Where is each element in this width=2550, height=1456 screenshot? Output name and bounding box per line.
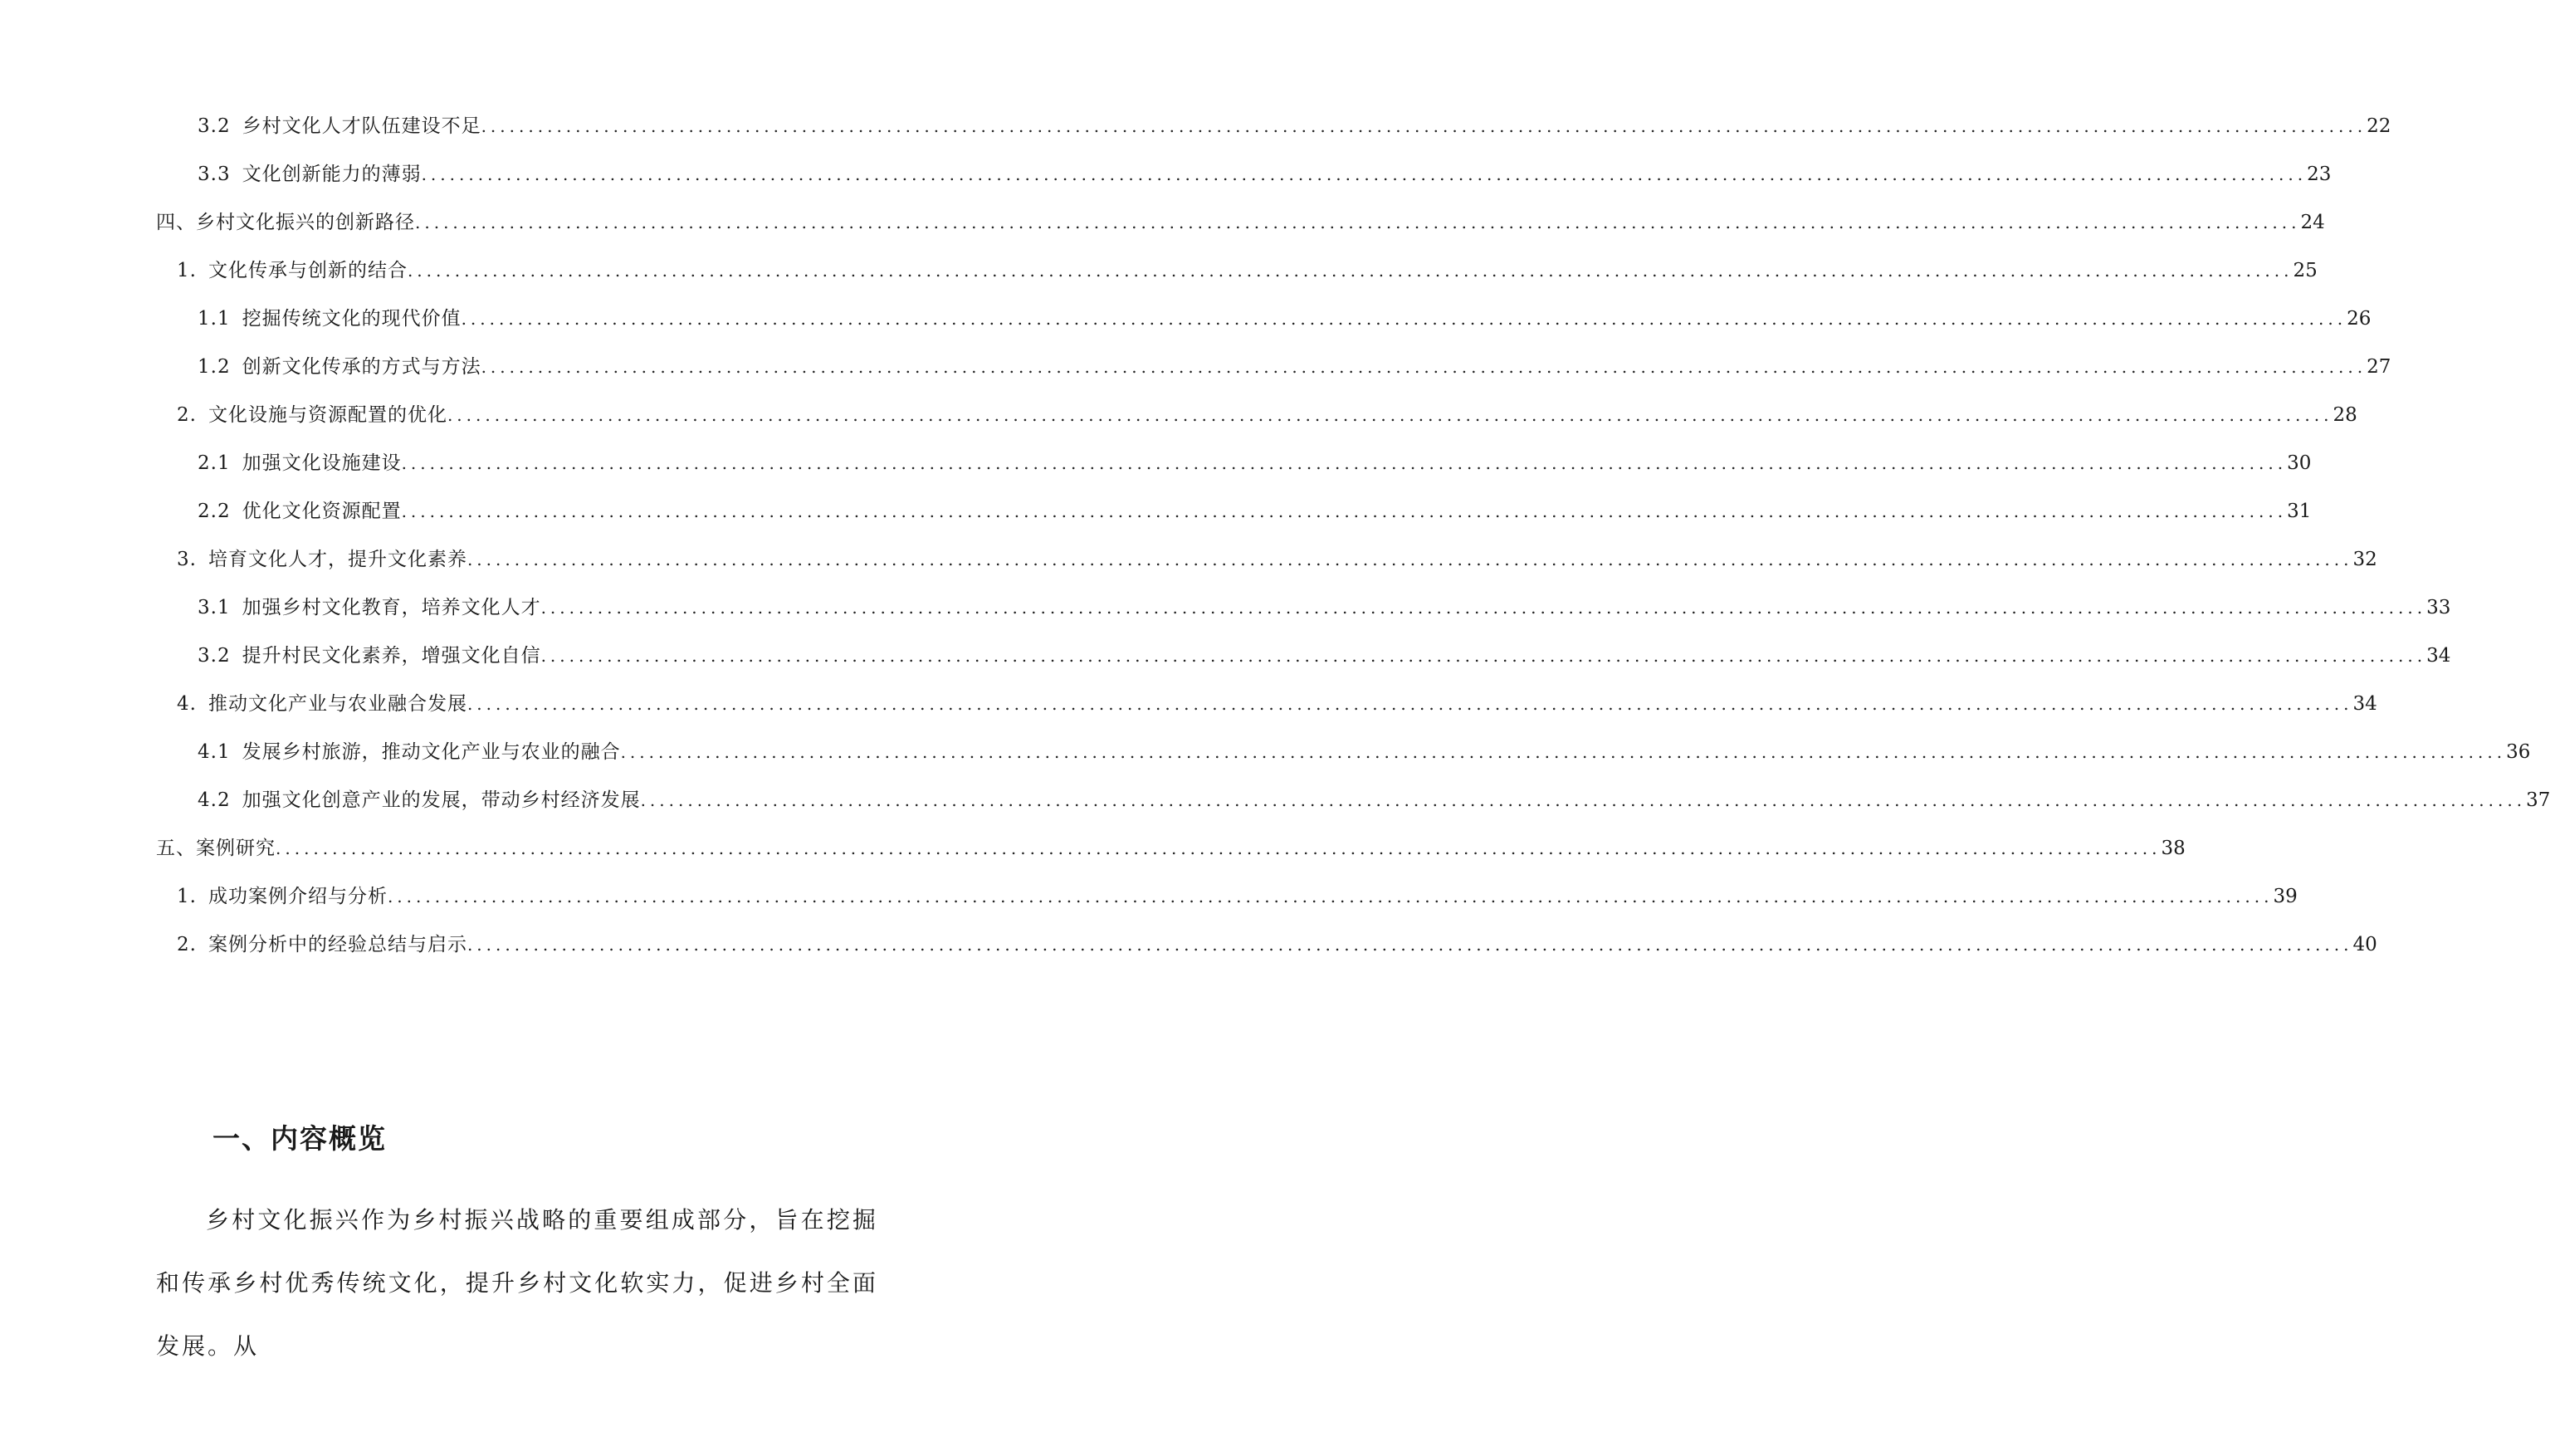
toc-entry-number: 2.2 (198, 501, 231, 522)
toc-entry-number: 4. (177, 693, 197, 715)
toc-entry-page-number: 34 (2426, 645, 2451, 667)
toc-entry-page-number: 30 (2287, 452, 2312, 474)
toc-entry[interactable] (177, 882, 2298, 911)
toc-entry-number: 4.2 (198, 789, 231, 811)
toc-entry[interactable] (177, 690, 2377, 718)
toc-entry-title: 创新文化传承的方式与方法 (242, 356, 481, 378)
toc-entry-number: 1.2 (198, 356, 231, 378)
section-paragraph: 乡村文化振兴作为乡村振兴战略的重要组成部分，旨在挖掘和传承乡村优秀传统文化，提升乡村文化软实力，促进乡村全面发展。从 (156, 1206, 878, 1360)
toc-entry-title: 加强乡村文化教育，培养文化人才 (242, 597, 541, 618)
toc-entry-title: 发展乡村旅游，推动文化产业与农业的融合 (242, 741, 621, 763)
toc-dot-leader: ........................................................................................................................................................................................................ (415, 213, 2301, 232)
toc-entry[interactable] (177, 545, 2377, 574)
toc-dot-leader: ........................................................................................................................................................................................................ (387, 887, 2274, 906)
toc-entry-number: 3. (177, 549, 197, 570)
toc-entry-title: 四、乡村文化振兴的创新路径 (156, 212, 415, 233)
toc-entry-page-number: 26 (2347, 308, 2372, 330)
toc-entry-number: 2. (177, 404, 197, 426)
toc-entry-number: 1. (177, 260, 197, 281)
toc-entry-page-number: 36 (2506, 741, 2531, 763)
toc-entry-page-number: 23 (2307, 164, 2332, 185)
toc-dot-leader: ........................................................................................................................................................................................................ (407, 261, 2294, 281)
toc-entry-page-number: 22 (2367, 115, 2391, 137)
toc-entry[interactable] (198, 305, 2372, 333)
toc-entry[interactable] (156, 208, 2325, 237)
toc-entry-page-number: 25 (2293, 260, 2318, 281)
toc-entry-page-number: 38 (2161, 838, 2186, 859)
toc-entry-number: 3.2 (198, 115, 231, 137)
section-heading: 一、内容概览 (212, 1122, 387, 1155)
toc-entry-page-number: 39 (2273, 886, 2298, 907)
toc-entry[interactable] (177, 401, 2357, 429)
toc-entry-title: 文化创新能力的薄弱 (242, 164, 422, 185)
toc-dot-leader: ........................................................................................................................................................................................................ (540, 598, 2427, 618)
toc-entry-title: 文化设施与资源配置的优化 (208, 404, 447, 426)
toc-entry-page-number: 40 (2352, 934, 2377, 955)
toc-dot-leader: ........................................................................................................................................................................................................ (421, 164, 2308, 184)
toc-entry[interactable] (198, 738, 2531, 766)
toc-entry[interactable] (198, 449, 2312, 477)
toc-entry-page-number: 34 (2352, 693, 2377, 715)
toc-entry-title: 推动文化产业与农业融合发展 (208, 693, 467, 715)
toc-entry-page-number: 27 (2367, 356, 2391, 378)
toc-entry-title: 加强文化设施建设 (242, 452, 402, 474)
toc-entry-title: 提升村民文化素养，增强文化自信 (242, 645, 541, 667)
toc-entry-number: 4.1 (198, 741, 231, 763)
toc-entry-page-number: 37 (2526, 789, 2550, 811)
toc-dot-leader: ........................................................................................................................................................................................................ (620, 742, 2507, 762)
toc-dot-leader: ........................................................................................................................................................................................................ (447, 405, 2333, 425)
toc-entry[interactable] (198, 160, 2332, 188)
toc-entry-title: 优化文化资源配置 (242, 501, 402, 522)
toc-dot-leader: ........................................................................................................................................................................................................ (481, 357, 2367, 377)
toc-entry-number: 1.1 (198, 308, 231, 330)
toc-dot-leader: ........................................................................................................................................................................................................ (401, 453, 2288, 473)
toc-entry-page-number: 32 (2352, 549, 2377, 570)
toc-entry-title: 文化传承与创新的结合 (208, 260, 408, 281)
toc-entry[interactable] (177, 931, 2377, 959)
toc-entry-number: 2. (177, 934, 197, 955)
toc-dot-leader: ........................................................................................................................................................................................................ (467, 935, 2353, 955)
toc-entry-title: 成功案例介绍与分析 (208, 886, 388, 907)
toc-entry[interactable] (198, 642, 2451, 670)
toc-entry-title: 案例分析中的经验总结与启示 (208, 934, 467, 955)
toc-entry-title: 培育文化人才，提升文化素养 (208, 549, 467, 570)
toc-entry-number: 3.1 (198, 597, 231, 618)
toc-entry-title: 加强文化创意产业的发展，带动乡村经济发展 (242, 789, 641, 811)
toc-entry-page-number: 33 (2426, 597, 2451, 618)
toc-entry[interactable] (177, 257, 2318, 285)
toc-entry-page-number: 28 (2333, 404, 2357, 426)
toc-dot-leader: ........................................................................................................................................................................................................ (540, 646, 2427, 666)
toc-dot-leader: ........................................................................................................................................................................................................ (401, 501, 2288, 521)
toc-dot-leader: ........................................................................................................................................................................................................ (276, 838, 2162, 858)
toc-entry-title: 乡村文化人才队伍建设不足 (242, 115, 481, 137)
toc-entry[interactable] (198, 112, 2391, 140)
toc-entry[interactable] (198, 594, 2451, 622)
toc-entry[interactable] (198, 353, 2391, 381)
toc-entry-title: 挖掘传统文化的现代价值 (242, 308, 462, 330)
toc-entry-number: 1. (177, 886, 197, 907)
toc-entry-page-number: 31 (2287, 501, 2312, 522)
toc-entry[interactable] (198, 786, 2550, 814)
toc-entry[interactable] (198, 497, 2312, 525)
toc-dot-leader: ........................................................................................................................................................................................................ (461, 309, 2347, 329)
toc-dot-leader: ........................................................................................................................................................................................................ (640, 790, 2527, 810)
toc-dot-leader: ........................................................................................................................................................................................................ (467, 694, 2353, 714)
toc-entry-number: 3.2 (198, 645, 231, 667)
toc-entry-page-number: 24 (2300, 212, 2325, 233)
toc-entry-number: 2.1 (198, 452, 231, 474)
toc-dot-leader: ........................................................................................................................................................................................................ (467, 550, 2353, 569)
toc-dot-leader: ........................................................................................................................................................................................................ (481, 116, 2367, 136)
toc-entry-number: 3.3 (198, 164, 231, 185)
toc-entry-title: 五、案例研究 (156, 838, 276, 859)
toc-entry[interactable] (156, 834, 2186, 862)
